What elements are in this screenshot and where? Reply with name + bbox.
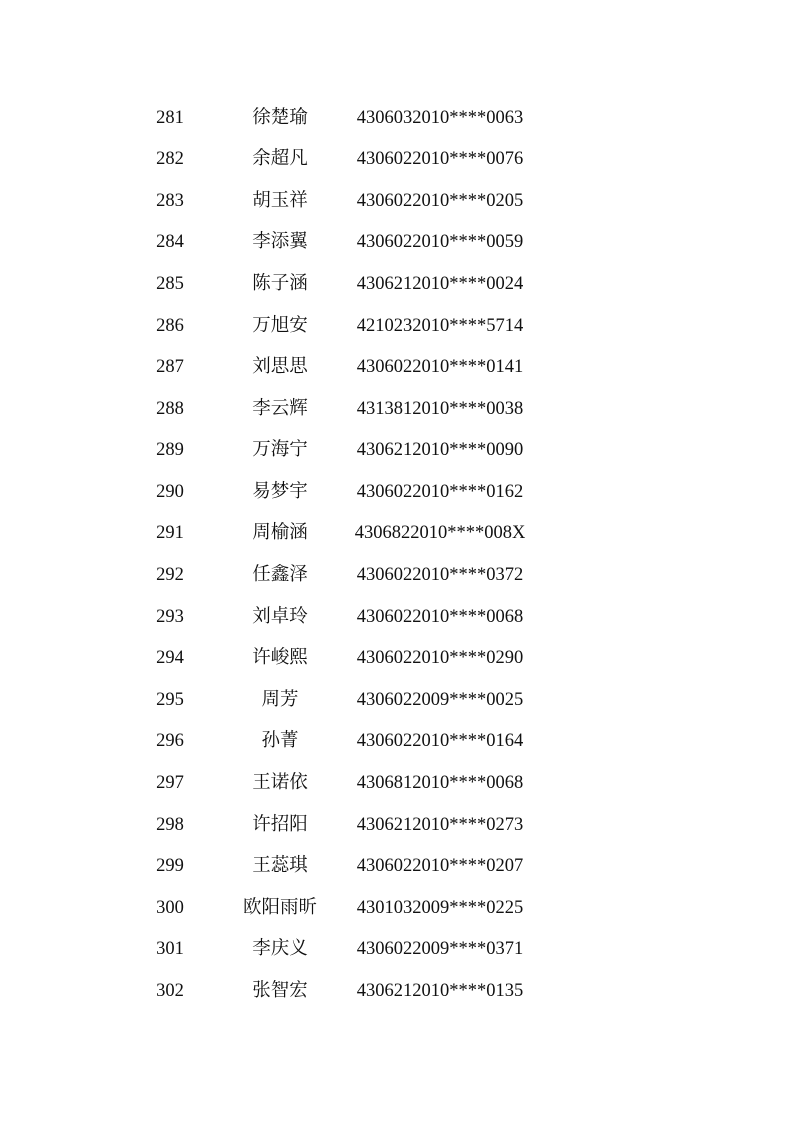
row-name: 胡玉祥: [252, 190, 308, 211]
row-id-number: 4306022010****0372: [356, 565, 524, 586]
table-row: [130, 846, 550, 888]
row-name: 李云辉: [252, 398, 308, 419]
row-number: 290: [156, 481, 184, 502]
table-row: [130, 929, 550, 971]
table-row: [130, 471, 550, 513]
row-number: 289: [156, 440, 184, 461]
row-id-number: 4306022010****0162: [356, 481, 524, 502]
row-number: 283: [156, 190, 184, 211]
row-name: 周芳: [261, 689, 299, 710]
table-row: [130, 263, 550, 305]
row-id-number: 4306822010****008X: [354, 523, 526, 544]
row-id-number: 4306212010****0024: [356, 273, 524, 294]
row-number: 294: [156, 648, 184, 669]
table-row: [130, 139, 550, 181]
row-id-number: 4306022010****0164: [356, 731, 524, 752]
table-row: [130, 430, 550, 472]
table-row: [130, 555, 550, 597]
student-list-table: [130, 97, 550, 1012]
row-id-number: 4306022010****0068: [356, 606, 524, 627]
table-row: [130, 679, 550, 721]
row-id-number: 4306022010****0141: [356, 357, 524, 378]
row-name: 欧阳雨昕: [242, 897, 317, 918]
table-row: [130, 638, 550, 680]
row-name: 徐楚瑜: [252, 107, 308, 128]
table-row: [130, 222, 550, 264]
table-row: [130, 804, 550, 846]
row-id-number: 4306022010****0076: [356, 149, 524, 170]
row-id-number: 4306212010****0273: [356, 814, 524, 835]
table-row: [130, 305, 550, 347]
row-id-number: 4313812010****0038: [356, 398, 524, 419]
row-name: 李庆义: [252, 939, 308, 960]
row-id-number: 4306022009****0371: [356, 939, 524, 960]
row-id-number: 4306212010****0090: [356, 440, 524, 461]
row-name: 李添翼: [252, 232, 308, 253]
row-id-number: 4306212010****0135: [356, 981, 524, 1002]
row-name: 余超凡: [252, 149, 308, 170]
row-name: 万旭安: [252, 315, 308, 336]
row-name: 孙菁: [261, 731, 299, 752]
table-row: [130, 596, 550, 638]
row-number: 287: [156, 357, 184, 378]
row-number: 296: [156, 731, 184, 752]
row-id-number: 4306812010****0068: [356, 773, 524, 794]
row-id-number: 4306032010****0063: [356, 107, 524, 128]
row-number: 301: [156, 939, 184, 960]
table-row: [130, 513, 550, 555]
row-id-number: 4306022010****0207: [356, 856, 524, 877]
row-name: 易梦宇: [252, 481, 308, 502]
row-number: 285: [156, 273, 184, 294]
row-number: 299: [156, 856, 184, 877]
row-name: 刘思思: [252, 357, 308, 378]
row-name: 许招阳: [252, 814, 308, 835]
table-row: [130, 180, 550, 222]
table-row: [130, 97, 550, 139]
row-number: 298: [156, 814, 184, 835]
row-number: 282: [156, 149, 184, 170]
row-name: 许峻熙: [252, 648, 308, 669]
row-number: 281: [156, 107, 184, 128]
row-number: 284: [156, 232, 184, 253]
table-row: [130, 887, 550, 929]
table-row: [130, 721, 550, 763]
row-number: 300: [156, 897, 184, 918]
row-id-number: 4306022010****0290: [356, 648, 524, 669]
row-name: 王蕊琪: [252, 856, 308, 877]
row-id-number: 4306022009****0025: [356, 689, 524, 710]
row-name: 王诺依: [252, 773, 308, 794]
row-number: 293: [156, 606, 184, 627]
row-name: 陈子涵: [252, 273, 308, 294]
row-number: 291: [156, 523, 184, 544]
row-number: 302: [156, 981, 184, 1002]
row-number: 292: [156, 565, 184, 586]
row-id-number: 4210232010****5714: [356, 315, 524, 336]
table-row: [130, 970, 550, 1012]
row-name: 张智宏: [252, 981, 308, 1002]
table-row: [130, 347, 550, 389]
row-id-number: 4306022010****0205: [356, 190, 524, 211]
row-id-number: 4306022010****0059: [356, 232, 524, 253]
row-number: 295: [156, 689, 184, 710]
row-name: 任鑫泽: [252, 565, 308, 586]
row-id-number: 4301032009****0225: [356, 897, 524, 918]
row-name: 周榆涵: [252, 523, 308, 544]
row-number: 286: [156, 315, 184, 336]
row-name: 万海宁: [252, 440, 308, 461]
table-row: [130, 763, 550, 805]
row-number: 288: [156, 398, 184, 419]
row-number: 297: [156, 773, 184, 794]
row-name: 刘卓玲: [252, 606, 308, 627]
table-row: [130, 388, 550, 430]
